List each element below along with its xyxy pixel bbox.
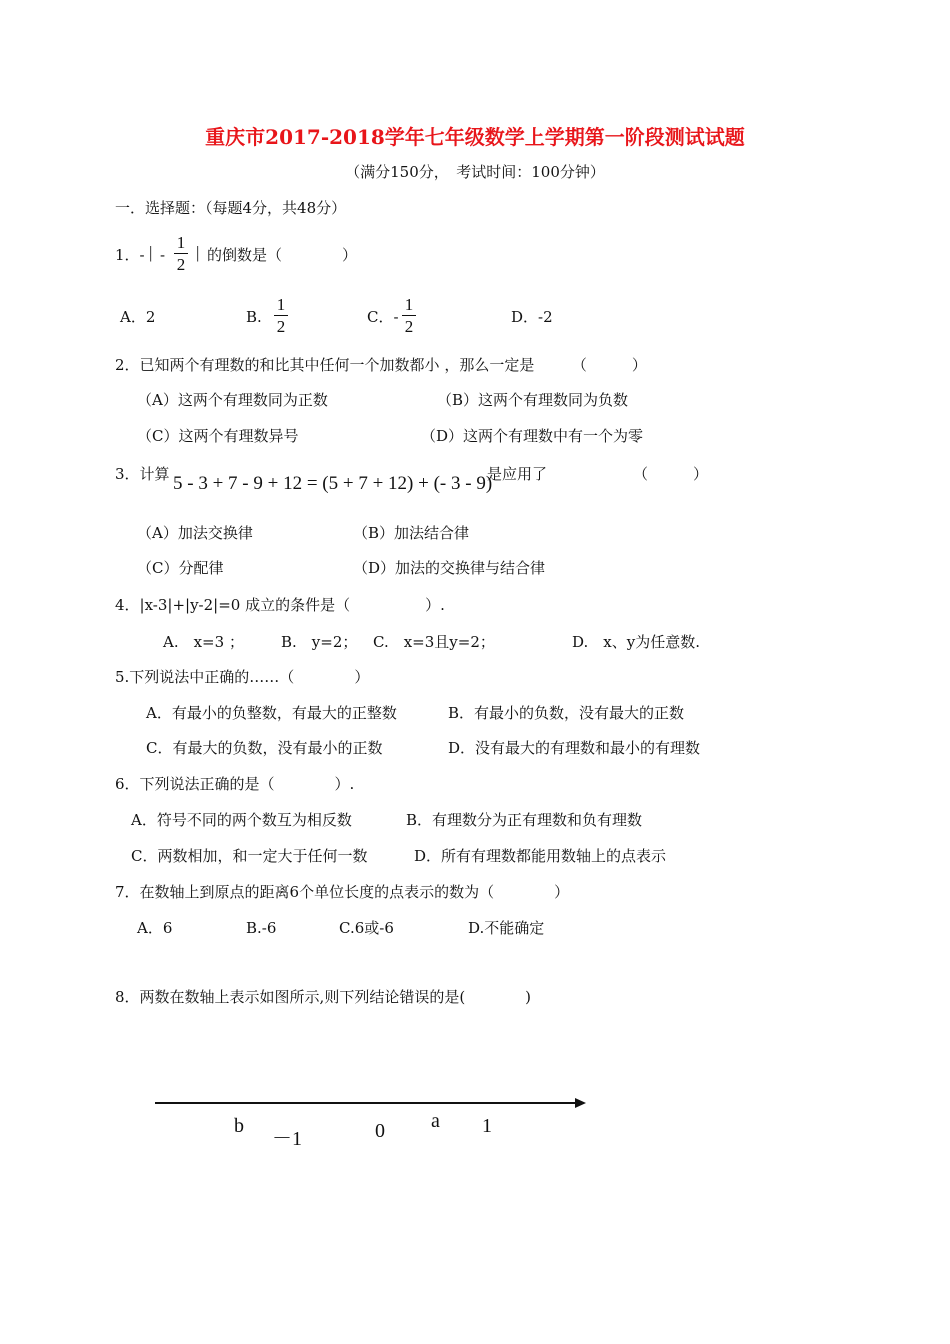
q1-suffix: 的倒数是（ ） bbox=[207, 246, 358, 264]
q1-option-c-num: 1 bbox=[404, 295, 414, 314]
q5-option-b: B．有最小的负数，没有最大的正数 bbox=[448, 704, 685, 722]
frac-bar bbox=[402, 315, 416, 316]
axis-label-one: 1 bbox=[482, 1115, 492, 1137]
q2-option-a: （A）这两个有理数同为正数 bbox=[137, 391, 328, 409]
q7-option-a: A．6 bbox=[137, 919, 173, 937]
q8-stem: 8．两数在数轴上表示如图所示,则下列结论错误的是( ) bbox=[115, 988, 532, 1006]
q1-option-a: A．2 bbox=[120, 308, 156, 326]
q2-option-c: （C）这两个有理数异号 bbox=[137, 427, 299, 445]
q7-option-b: B.-6 bbox=[246, 919, 277, 937]
q3-prefix: 3．计算 bbox=[115, 465, 170, 483]
q4-option-c: C. x=3且y=2； bbox=[373, 633, 495, 651]
q1-option-b-num: 1 bbox=[276, 295, 286, 314]
q6-stem: 6．下列说法正确的是（ ）. bbox=[115, 775, 355, 793]
q1-option-d: D．-2 bbox=[511, 308, 553, 326]
q3-option-c: （C）分配律 bbox=[137, 559, 224, 577]
q2-stem: 2．已知两个有理数的和比其中任何一个加数都小 ，那么一定是 （ ） bbox=[115, 356, 647, 374]
q5-option-c: C．有最大的负数，没有最小的正数 bbox=[146, 739, 383, 757]
section-heading: 一．选择题：（每题4分，共48分） bbox=[115, 199, 347, 217]
q3-answer-paren: （ ） bbox=[633, 465, 709, 483]
q7-option-d: D.不能确定 bbox=[468, 919, 545, 937]
q4-option-d: D. x、y为任意数. bbox=[572, 633, 700, 651]
q1-fraction bbox=[174, 233, 188, 274]
axis-label-zero: 0 bbox=[375, 1120, 385, 1142]
q3-option-a: （A）加法交换律 bbox=[137, 524, 253, 542]
q1-option-b-fraction bbox=[274, 295, 288, 336]
q1-option-b-den: 2 bbox=[276, 317, 286, 336]
q3-option-d: （D）加法的交换律与结合律 bbox=[353, 559, 546, 577]
abs-bar-right: | bbox=[196, 243, 200, 262]
q5-option-a: A．有最小的负整数，有最大的正整数 bbox=[146, 704, 397, 722]
q5-option-d: D．没有最大的有理数和最小的有理数 bbox=[448, 739, 701, 757]
abs-bar-left: | bbox=[149, 243, 153, 262]
q6-option-c: C．两数相加，和一定大于任何一数 bbox=[131, 847, 368, 865]
q5-stem: 5.下列说法中正确的……（ ） bbox=[115, 668, 370, 686]
q1-option-c-den: 2 bbox=[404, 317, 414, 336]
q2-option-d: （D）这两个有理数中有一个为零 bbox=[421, 427, 644, 445]
q4-option-a: A. x=3 ； bbox=[163, 633, 244, 651]
q6-option-a: A．符号不同的两个数互为相反数 bbox=[131, 811, 352, 829]
q4-stem: 4．|x-3|+|y-2|=0 成立的条件是（ ）. bbox=[115, 596, 445, 614]
q3-expression: 5 - 3 + 7 - 9 + 12 = (5 + 7 + 12) + (- 3 - 9) bbox=[173, 473, 493, 494]
q1-option-c-fraction bbox=[402, 295, 416, 336]
axis-label-b: b bbox=[234, 1115, 244, 1137]
q6-option-b: B．有理数分为正有理数和负有理数 bbox=[406, 811, 643, 829]
q1-option-c: C．- bbox=[367, 308, 399, 326]
q1-inner-sign: - bbox=[160, 246, 166, 264]
q2-option-b: （B）这两个有理数同为负数 bbox=[437, 391, 629, 409]
q1-option-b: B. bbox=[246, 308, 262, 326]
q6-option-d: D．所有有理数都能用数轴上的点表示 bbox=[414, 847, 667, 865]
frac-bar bbox=[174, 253, 188, 254]
number-line bbox=[150, 1090, 595, 1116]
q1-frac-den: 2 bbox=[176, 255, 186, 274]
q3-suffix: 是应用了 bbox=[487, 465, 548, 483]
q1-frac-num: 1 bbox=[176, 233, 186, 252]
frac-bar bbox=[274, 315, 288, 316]
q7-option-c: C.6或-6 bbox=[339, 919, 394, 937]
q7-stem: 7．在数轴上到原点的距离6个单位长度的点表示的数为（ ） bbox=[115, 883, 570, 901]
axis-label-a: a bbox=[431, 1110, 440, 1132]
number-line-arrow-icon bbox=[575, 1098, 586, 1108]
axis-label-neg1: －1 bbox=[272, 1128, 302, 1150]
q1-prefix: 1．- bbox=[115, 246, 145, 264]
page-subtitle: （满分150分， 考试时间：100分钟） bbox=[345, 163, 605, 181]
q3-option-b: （B）加法结合律 bbox=[353, 524, 470, 542]
page-title: 重庆市2017-2018学年七年级数学上学期第一阶段测试试题 bbox=[205, 125, 745, 149]
q4-option-b: B. y=2； bbox=[281, 633, 358, 651]
